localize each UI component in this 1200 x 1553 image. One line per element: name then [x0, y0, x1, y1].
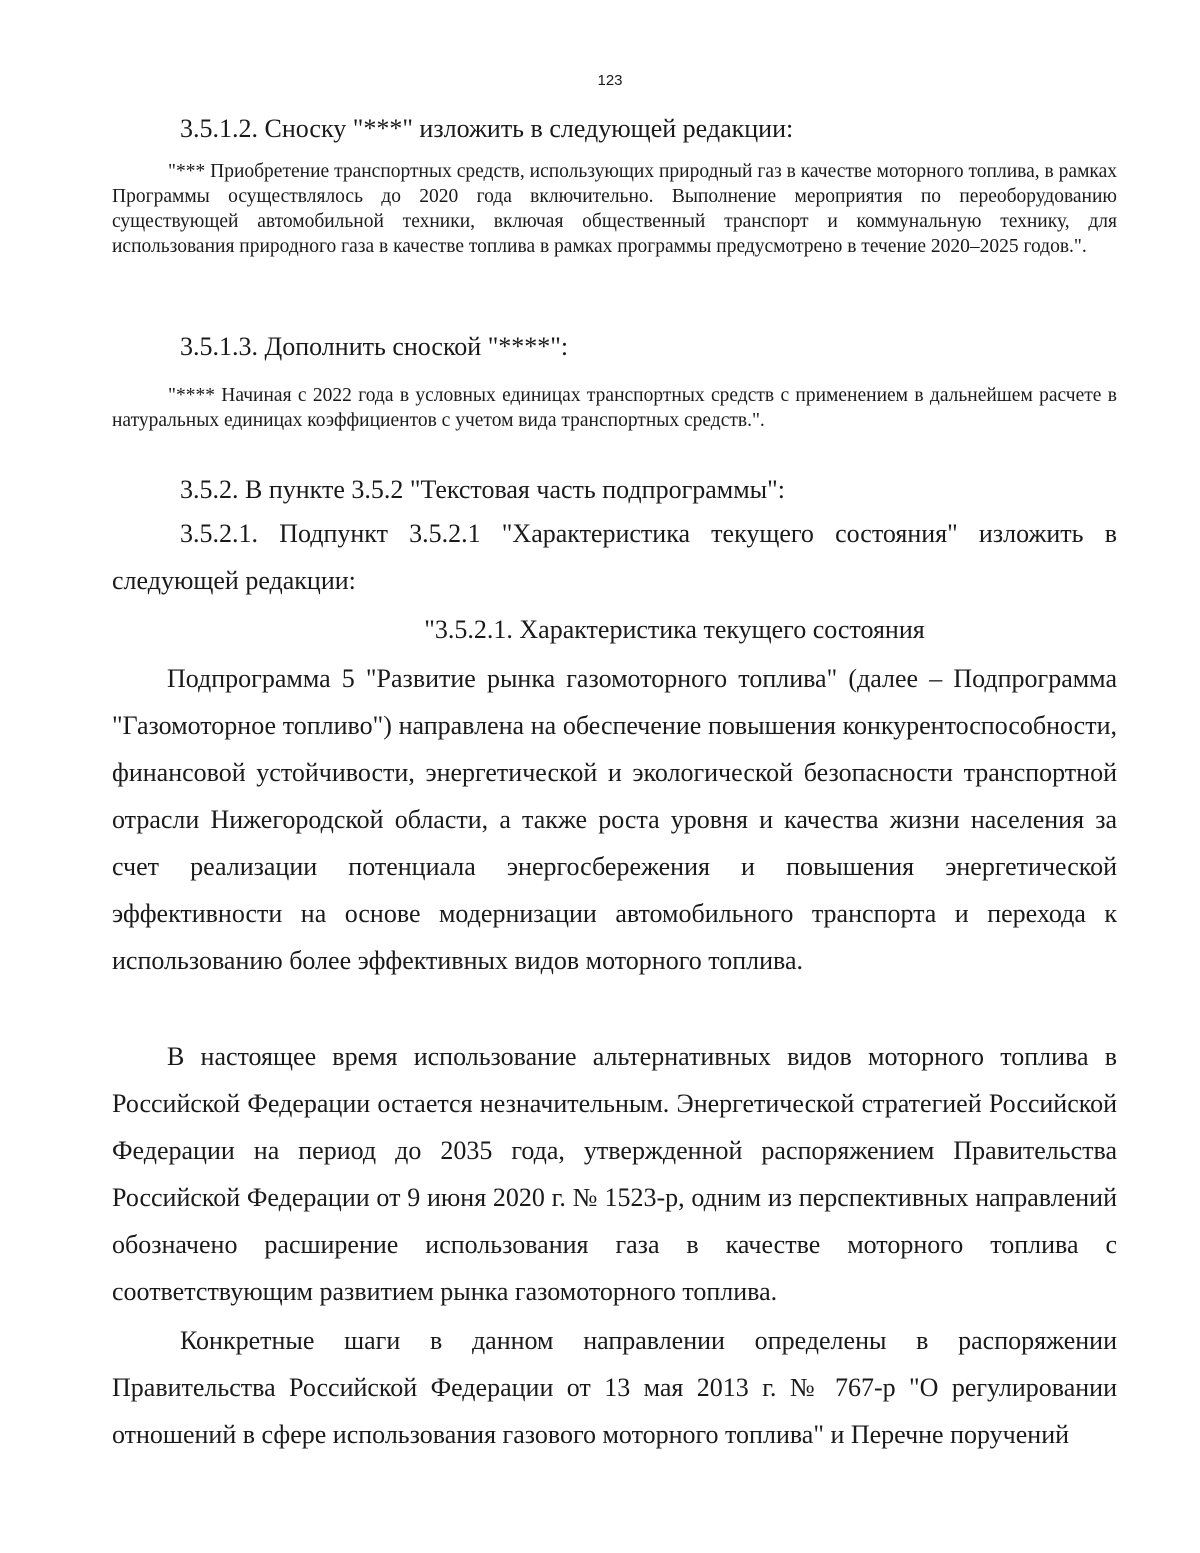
paragraph-2: В настоящее время использование альтернативных видов моторного топлива в Российской Федерации остается незначительным. Энергетической стратегией Российской Федерации на период до 2035 года, утвержденной распоряжением Правительства Российской Федерации от 9 июня 2020 г. № 1523-р, одним из перспективных направлений обозначено расширение использования газа в качестве моторного топлива с соответствующим развитием рынка газомоторного топлива.	[112, 1042, 1117, 1306]
footnote-four-stars: "**** Начиная с 2022 года в условных единицах транспортных средств с применением в дальнейшем расчете в натуральных единицах коэффициентов с учетом вида транспортных средств.".	[112, 385, 1117, 431]
footnote-three-stars: "*** Приобретение транспортных средств, использующих природный газ в качестве моторного топлива, в рамках Программы осуществлялось до 2020 года включительно. Выполнение мероприятия по переоборудованию существующей автомобильной техники, включая общественный транспорт и коммунальную технику, для использования природного газа в качестве топлива в рамках программы предусмотрено в течение 2020–2025 годов.".	[112, 161, 1117, 257]
section-heading-3-5-1-3: 3.5.1.3. Дополнить сноской "****":	[180, 332, 569, 361]
page-number: 123	[597, 72, 623, 89]
item-3-5-2: 3.5.2. В пункте 3.5.2 "Текстовая часть подпрограммы":	[180, 475, 785, 504]
item-3-5-2-1: 3.5.2.1. Подпункт 3.5.2.1 "Характеристика текущего состояния" изложить в следующей редакции:	[112, 519, 1117, 595]
subsection-title: "3.5.2.1. Характеристика текущего состояния	[424, 615, 925, 644]
section-heading-3-5-1-2: 3.5.1.2. Сноску "***" изложить в следующей редакции:	[180, 114, 794, 143]
paragraph-1: Подпрограмма 5 "Развитие рынка газомоторного топлива" (далее – Подпрограмма "Газомоторное топливо") направлена на обеспечение повышения конкурентоспособности, финансовой устойчивости, энергетической и экологической безопасности транспортной отрасли Нижегородской области, а также роста уровня и качества жизни населения за счет реализации потенциала энергосбережения и повышения энергетической эффективности на основе модернизации автомобильного транспорта и перехода к использованию более эффективных видов моторного топлива.	[112, 664, 1117, 975]
paragraph-3: Конкретные шаги в данном направлении определены в распоряжении Правительства Российской Федерации от 13 мая 2013 г. № 767-р "О регулировании отношений в сфере использования газового моторного топлива" и Перечне поручений	[112, 1326, 1117, 1449]
